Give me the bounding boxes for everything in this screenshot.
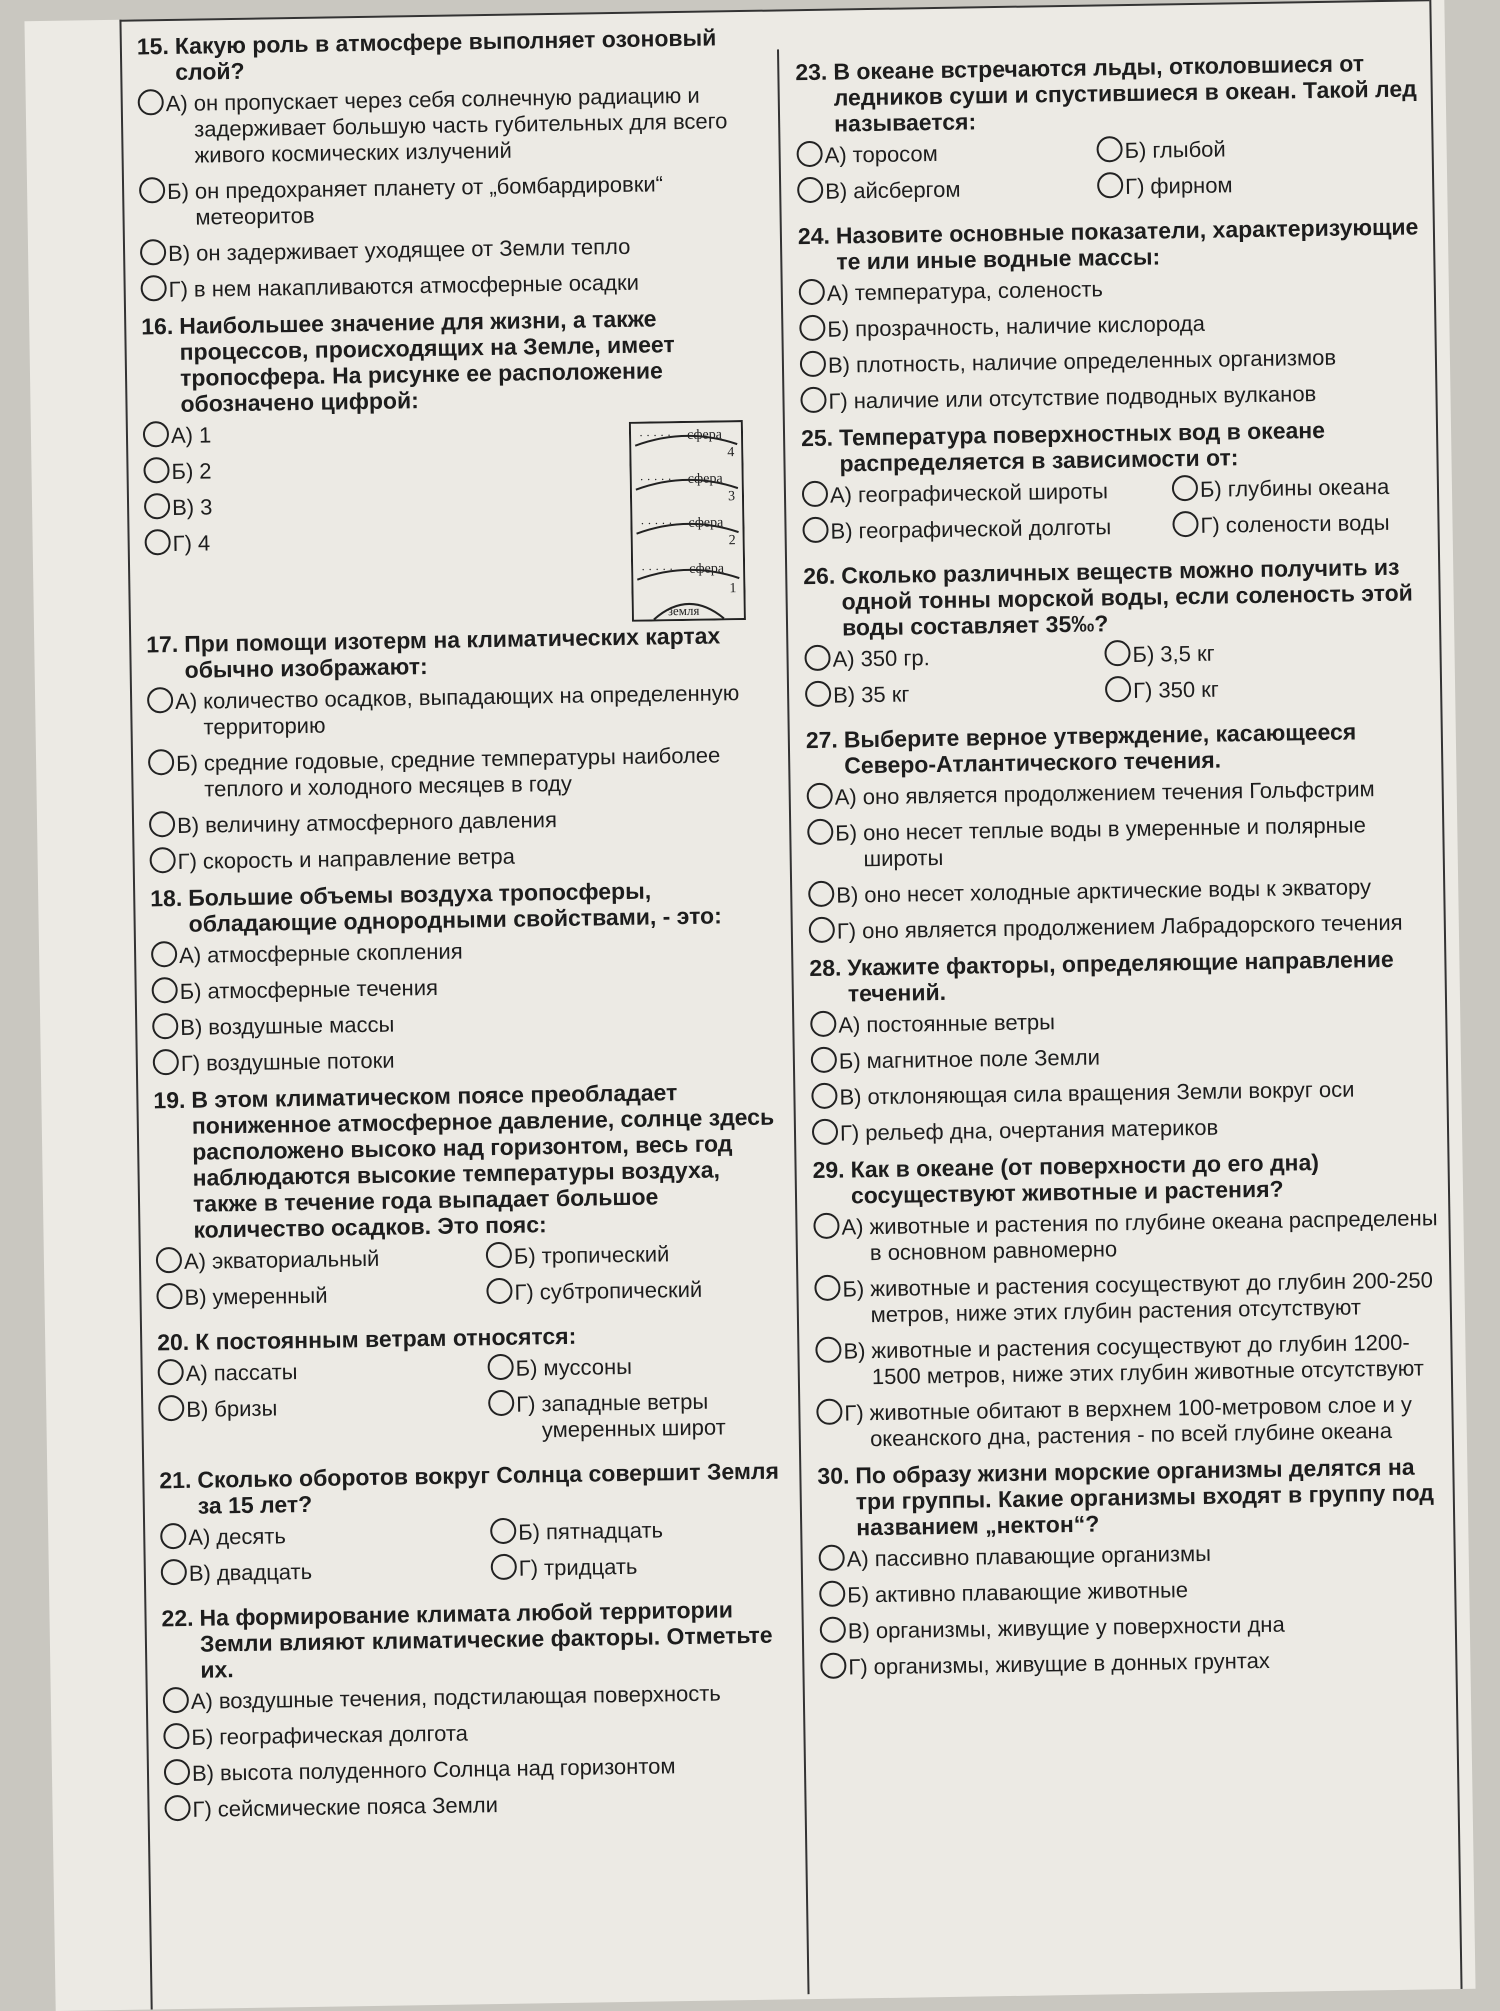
option-a[interactable]: А) воздушные течения, подстилающая поверхность: [163, 1679, 793, 1715]
answer-circle-icon[interactable]: [158, 1395, 184, 1421]
question-number: 28.: [809, 954, 842, 982]
option-a[interactable]: А) экваториальный: [156, 1244, 486, 1275]
option-a[interactable]: А) десять: [160, 1520, 490, 1551]
option-g[interactable]: Г) оно является продолжением Лабрадорского течения: [809, 909, 1434, 945]
option-b[interactable]: Б) глубины океана: [1172, 473, 1427, 503]
answer-circle-icon[interactable]: [810, 1011, 836, 1037]
option-v[interactable]: В) 35 кг: [805, 678, 1105, 709]
option-g[interactable]: Г) субтропический: [486, 1275, 786, 1306]
question-number: 21.: [159, 1466, 192, 1494]
question-text: При помощи изотерм на климатических картах обычно изображают:: [184, 622, 721, 683]
frame-top-line: [119, 0, 1429, 22]
answer-circle-icon[interactable]: [163, 1723, 189, 1749]
option-v[interactable]: В) бризы: [158, 1392, 489, 1449]
answer-circle-icon[interactable]: [160, 1523, 186, 1549]
question-text: Наибольшее значение для жизни, а также процессов, происходящих на Земле, имеет тропосфера. На рисунке ее расположение обозначено цифрой:: [179, 305, 675, 417]
answer-circle-icon[interactable]: [799, 315, 825, 341]
question-number: 23.: [795, 58, 828, 86]
question-15: [137, 24, 771, 304]
option-g[interactable]: Г) фирном: [1097, 169, 1422, 200]
answer-circle-icon[interactable]: [143, 457, 169, 483]
question-number: 27.: [805, 726, 839, 754]
option-v[interactable]: В) животные и растения сосуществуют до глубин 1200-1500 метров, ниже этих глубин животные отсутствуют: [815, 1329, 1441, 1391]
answer-circle-icon[interactable]: [149, 811, 175, 837]
option-a[interactable]: А) торосом: [796, 138, 1096, 169]
answer-circle-icon[interactable]: [820, 1617, 846, 1643]
sphere-number-2: 2: [728, 533, 736, 549]
option-g[interactable]: Г) скорость и направление ветра: [149, 840, 779, 876]
option-v[interactable]: В) он задерживает уходящее от Земли тепло: [140, 232, 770, 268]
answer-circle-icon[interactable]: [156, 1283, 182, 1309]
question-24: [798, 213, 1426, 415]
answer-circle-icon[interactable]: [161, 1559, 187, 1585]
question-number: 24.: [797, 222, 831, 250]
option-g[interactable]: Г) организмы, живущие в донных грунтах: [820, 1645, 1445, 1681]
answer-circle-icon[interactable]: [819, 1581, 845, 1607]
sphere-label-2: сфера: [688, 515, 724, 531]
option-b[interactable]: Б) оно несет теплые воды в умеренные и полярные широты: [807, 811, 1433, 873]
answer-circle-icon[interactable]: [147, 687, 173, 713]
question-text: В этом климатическом поясе преобладает пониженное атмосферное давление, солнце здесь расположено высоко над горизонтом, весь год наблюдаются высокие температуры воздуха, также в течение года выпадает большое количество осадков. Это пояс:: [191, 1079, 775, 1243]
question-29: [812, 1147, 1442, 1453]
option-g[interactable]: Г) 350 кг: [1105, 673, 1430, 704]
option-b[interactable]: Б) прозрачность, наличие кислорода: [799, 307, 1424, 343]
answer-circle-icon[interactable]: [820, 1653, 846, 1679]
question-number: 20.: [157, 1328, 190, 1356]
answer-circle-icon[interactable]: [805, 681, 831, 707]
answer-circle-icon[interactable]: [809, 917, 835, 943]
svg-text:· · · · ·: · · · · ·: [641, 562, 674, 577]
answer-circle-icon[interactable]: [814, 1275, 840, 1301]
option-v[interactable]: В) айсбергом: [797, 174, 1097, 205]
option-a[interactable]: А) пассивно плавающие организмы: [819, 1537, 1444, 1573]
answer-circle-icon[interactable]: [164, 1759, 190, 1785]
answer-circle-icon[interactable]: [163, 1687, 189, 1713]
option-a[interactable]: А) он пропускает через себя солнечную радиацию и задерживает большую часть губительных для всего живого космических излучений: [138, 82, 769, 170]
option-v[interactable]: В) отклоняющая сила вращения Земли вокруг оси: [811, 1075, 1436, 1111]
answer-circle-icon[interactable]: [491, 1554, 517, 1580]
question-26: [803, 553, 1430, 719]
option-b[interactable]: Б) 2: [143, 456, 343, 485]
answer-circle-icon[interactable]: [149, 847, 175, 873]
question-text: На формирование климата любой территории Земли влияют климатические факторы. Отметьте их.: [199, 1596, 773, 1683]
option-b[interactable]: Б) атмосферные течения: [152, 970, 782, 1006]
option-b[interactable]: Б) пятнадцать: [490, 1515, 790, 1546]
answer-circle-icon[interactable]: [807, 783, 833, 809]
question-number: 18.: [150, 884, 183, 912]
answer-circle-icon[interactable]: [807, 819, 833, 845]
option-a[interactable]: А) количество осадков, выпадающих на определенную территорию: [147, 680, 778, 742]
option-a[interactable]: А) температура, соленость: [799, 271, 1424, 307]
answer-circle-icon[interactable]: [816, 1399, 842, 1425]
option-g[interactable]: Г) рельеф дна, очертания материков: [812, 1111, 1437, 1147]
answer-circle-icon[interactable]: [488, 1390, 514, 1416]
question-25: [801, 415, 1428, 555]
answer-circle-icon[interactable]: [796, 141, 822, 167]
answer-circle-icon[interactable]: [811, 1083, 837, 1109]
question-number: 16.: [141, 312, 174, 340]
answer-circle-icon[interactable]: [144, 493, 170, 519]
option-b[interactable]: Б) тропический: [486, 1239, 786, 1270]
answer-circle-icon[interactable]: [802, 481, 828, 507]
question-27: [806, 717, 1434, 945]
answer-circle-icon[interactable]: [143, 421, 169, 447]
question-text: В океане встречаются льды, отколовшиеся от ледников суши и спустившиеся в океан. Такой лед называется:: [833, 50, 1417, 137]
question-text: К постоянным ветрам относятся:: [195, 1322, 577, 1355]
answer-circle-icon[interactable]: [486, 1278, 512, 1304]
option-a[interactable]: А) пассаты: [158, 1356, 488, 1387]
option-v[interactable]: В) плотность, наличие определенных организмов: [800, 343, 1425, 379]
option-g[interactable]: Г) воздушные потоки: [153, 1041, 783, 1077]
answer-circle-icon[interactable]: [797, 177, 823, 203]
question-text: Как в океане (от поверхности до его дна) сосуществуют животные и растения?: [850, 1149, 1320, 1209]
option-v[interactable]: В) географической долготы: [802, 513, 1172, 545]
answer-circle-icon[interactable]: [800, 387, 826, 413]
question-text: Сколько различных веществ можно получить из одной тонны морской воды, если соленость этой воды составляет 35‰?: [841, 553, 1413, 641]
question-17: [146, 622, 780, 876]
option-a[interactable]: А) 350 гр.: [804, 642, 1104, 673]
sphere-label-1: сфера: [689, 561, 725, 577]
question-text: Выберите верное утверждение, касающееся Северо-Атлантического течения.: [843, 718, 1357, 779]
question-30: [817, 1453, 1445, 1681]
answer-circle-icon[interactable]: [151, 941, 177, 967]
option-g[interactable]: Г) сейсмические пояса Земли: [164, 1787, 794, 1823]
sphere-number-1: 1: [729, 581, 737, 597]
left-column: [137, 24, 795, 1834]
svg-text:· · · · ·: · · · · ·: [639, 472, 672, 487]
option-v[interactable]: В) умеренный: [156, 1280, 486, 1311]
option-g[interactable]: Г) тридцать: [491, 1551, 791, 1582]
question-text: Укажите факторы, определяющие направление течений.: [847, 945, 1394, 1007]
question-28: [809, 945, 1437, 1147]
answer-circle-icon[interactable]: [151, 977, 177, 1003]
option-b[interactable]: Б) глыбой: [1096, 133, 1421, 164]
question-text: Какую роль в атмосфере выполняет озоновый слой?: [174, 24, 717, 85]
question-number: 22.: [161, 1604, 194, 1632]
answer-circle-icon[interactable]: [812, 1119, 838, 1145]
option-b[interactable]: Б) он предохраняет планету от „бомбардировки“ метеоритов: [139, 170, 770, 232]
answer-circle-icon[interactable]: [1172, 511, 1198, 537]
answer-circle-icon[interactable]: [804, 645, 830, 671]
answer-circle-icon[interactable]: [808, 881, 834, 907]
answer-circle-icon[interactable]: [813, 1213, 839, 1239]
question-number: 30.: [817, 1462, 850, 1489]
question-number: 25.: [800, 424, 834, 452]
test-sheet: [24, 0, 1475, 2011]
answer-circle-icon[interactable]: [815, 1337, 841, 1363]
question-number: 15.: [136, 33, 170, 60]
answer-circle-icon[interactable]: [1172, 475, 1198, 501]
earth-label: земля: [667, 602, 700, 619]
sphere-label-4: сфера: [686, 427, 723, 443]
answer-circle-icon[interactable]: [1097, 172, 1123, 198]
option-g[interactable]: Г) в нем накапливаются атмосферные осадки: [140, 268, 770, 304]
question-number: 19.: [153, 1086, 186, 1114]
answer-circle-icon[interactable]: [138, 89, 164, 115]
option-a[interactable]: А) животные и растения по глубине океана распределены в основном равномерно: [813, 1205, 1439, 1267]
question-text: Сколько оборотов вокруг Солнца совершит Земля за 15 лет?: [197, 1457, 780, 1519]
atmosphere-spheres-figure: [629, 420, 746, 622]
answer-circle-icon[interactable]: [156, 1247, 182, 1273]
answer-circle-icon[interactable]: [157, 1359, 183, 1385]
option-g[interactable]: Г) наличие или отсутствие подводных вулканов: [800, 379, 1425, 415]
question-18: [150, 876, 783, 1078]
answer-circle-icon[interactable]: [1096, 136, 1122, 162]
option-v[interactable]: В) 3: [144, 492, 344, 521]
answer-circle-icon[interactable]: [140, 239, 166, 265]
answer-circle-icon[interactable]: [144, 529, 170, 555]
answer-circle-icon[interactable]: [152, 1013, 178, 1039]
question-number: 29.: [812, 1156, 845, 1184]
option-g[interactable]: Г) солености воды: [1172, 509, 1427, 539]
question-22: [161, 1595, 794, 1823]
svg-text:· · · · ·: · · · · ·: [640, 516, 673, 531]
answer-circle-icon[interactable]: [148, 749, 174, 775]
answer-circle-icon[interactable]: [153, 1049, 179, 1075]
sphere-label-3: сфера: [687, 471, 723, 487]
option-a[interactable]: А) географической широты: [802, 477, 1172, 509]
answer-circle-icon[interactable]: [486, 1242, 512, 1268]
right-column: [795, 49, 1446, 1691]
sphere-number-4: 4: [727, 445, 735, 461]
answer-circle-icon[interactable]: [802, 517, 828, 543]
question-text: По образу жизни морские организмы делятся на три группы. Какие организмы входят в группу под названием „нектон“?: [855, 1453, 1435, 1541]
question-number: 26.: [803, 562, 836, 590]
question-16: [141, 304, 776, 624]
option-b[interactable]: Б) средние годовые, средние температуры наиболее теплого и холодного месяцев в году: [148, 742, 779, 804]
option-g[interactable]: Г) 4: [144, 528, 344, 557]
option-a[interactable]: А) атмосферные скопления: [151, 934, 781, 970]
question-20: [157, 1319, 789, 1459]
option-a[interactable]: А) оно является продолжением течения Гольфстрим: [807, 775, 1432, 811]
question-19: [153, 1077, 787, 1321]
option-v[interactable]: В) воздушные массы: [152, 1005, 782, 1041]
answer-circle-icon[interactable]: [1105, 676, 1131, 702]
option-b[interactable]: Б) животные и растения сосуществуют до глубин 200-250 метров, ниже этих глубин растения отсутствуют: [814, 1267, 1440, 1329]
option-v[interactable]: В) организмы, живущие у поверхности дна: [820, 1609, 1445, 1645]
answer-circle-icon[interactable]: [800, 351, 826, 377]
option-b[interactable]: Б) 3,5 кг: [1104, 637, 1429, 668]
svg-text:· · · · ·: · · · · ·: [638, 428, 672, 443]
option-a[interactable]: А) постоянные ветры: [810, 1003, 1435, 1039]
answer-circle-icon[interactable]: [140, 275, 166, 301]
question-text: Большие объемы воздуха тропосферы, обладающие однородными свойствами, - это:: [188, 877, 722, 937]
sphere-number-3: 3: [727, 489, 736, 505]
answer-circle-icon[interactable]: [490, 1518, 516, 1544]
option-v[interactable]: В) двадцать: [161, 1556, 491, 1587]
option-v[interactable]: В) высота полуденного Солнца над горизонтом: [164, 1751, 794, 1787]
option-a[interactable]: А) 1: [143, 420, 343, 449]
option-b[interactable]: Б) магнитное поле Земли: [811, 1039, 1436, 1075]
option-b[interactable]: Б) активно плавающие животные: [819, 1573, 1444, 1609]
answer-circle-icon[interactable]: [811, 1047, 837, 1073]
option-v[interactable]: В) величину атмосферного давления: [149, 804, 779, 840]
answer-circle-icon[interactable]: [487, 1354, 513, 1380]
option-b[interactable]: Б) географическая долгота: [163, 1715, 793, 1751]
answer-circle-icon[interactable]: [164, 1795, 190, 1821]
answer-circle-icon[interactable]: [139, 177, 165, 203]
question-21: [159, 1457, 791, 1597]
question-number: 17.: [146, 630, 179, 658]
question-text: Назовите основные показатели, характеризующие те или иные водные массы:: [835, 213, 1419, 275]
option-v[interactable]: В) оно несет холодные арктические воды к экватору: [808, 873, 1433, 909]
question-23: [795, 49, 1422, 215]
question-text: Температура поверхностных вод в океане распределяется в зависимости от:: [838, 416, 1326, 477]
answer-circle-icon[interactable]: [1104, 640, 1130, 666]
option-g[interactable]: Г) животные обитают в верхнем 100-метровом слое и у океанского дна, растения - по всей глубине океана: [816, 1391, 1442, 1453]
option-b[interactable]: Б) муссоны: [487, 1351, 787, 1382]
answer-circle-icon[interactable]: [818, 1545, 844, 1571]
option-g[interactable]: Г) западные ветры умеренных широт: [488, 1387, 789, 1444]
answer-circle-icon[interactable]: [799, 279, 825, 305]
